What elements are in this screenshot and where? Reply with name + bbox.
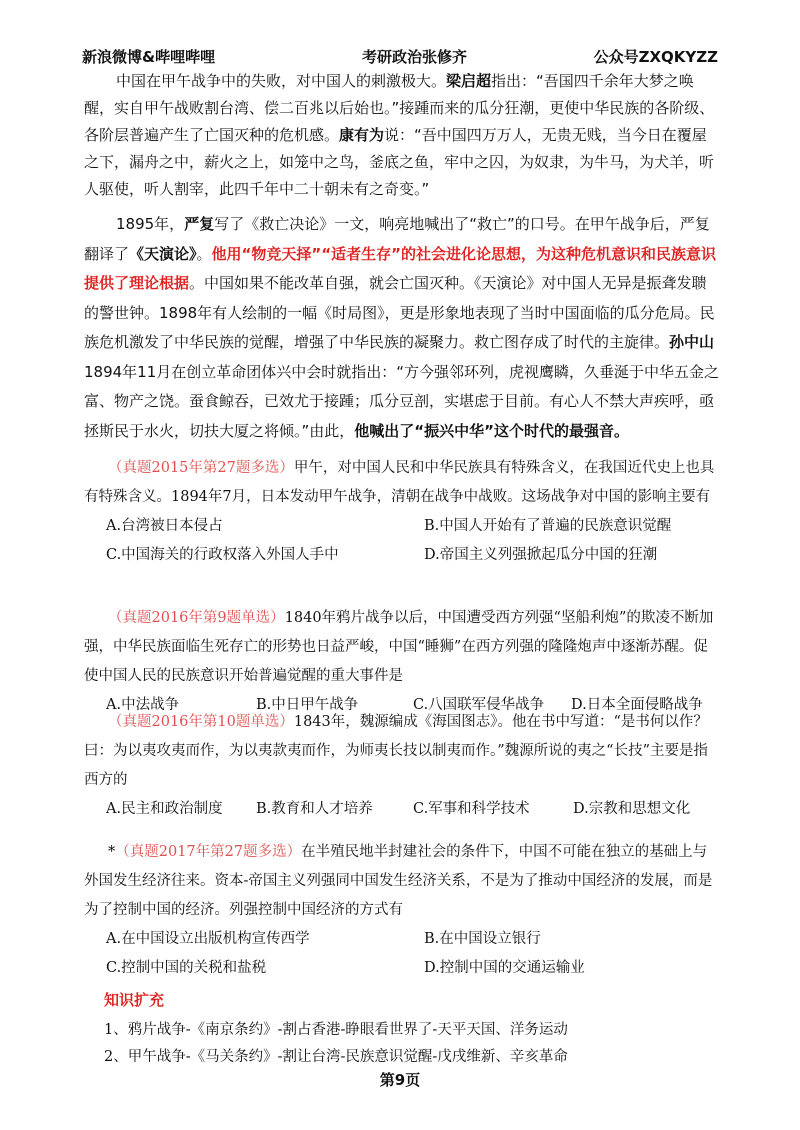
name-kang-youwei: 康有为: [339, 126, 385, 144]
option-a: A.在中国设立出版机构宣传西学: [106, 931, 310, 947]
option-b: B.在中国设立银行: [424, 931, 541, 947]
option-list: [84, 512, 720, 570]
question-source-tag: （真题2016年第10题单选）: [108, 714, 294, 730]
question-2015-27: [84, 454, 720, 570]
header-center: 考研政治张修齐: [362, 48, 468, 66]
option-a: A.民主和政治制度: [106, 801, 223, 817]
knowledge-line: 1、鸦片战争-《南京条约》-割占香港-睁眼看世界了-天平天国、洋务运动: [104, 1022, 568, 1038]
option-d: D.宗教和思想文化: [573, 801, 691, 817]
question-source-tag: （真题2015年第27题多选）: [108, 460, 294, 476]
question-source-tag: （真题2017年第27题多选）: [115, 844, 302, 860]
option-a: A.台湾被日本侵占: [106, 518, 223, 534]
question-stem: *（真题2017年第27题多选）在半殖民地半封建社会的条件下，中国不可能在独立的基础上与外国发生经济往来。资本-帝国主义列强同中国发生经济关系，不是为了推动中国经济的发展，而是为了控制中国的经济。列强控制中国经济的方式有: [84, 844, 713, 918]
option-d: D.帝国主义列强掀起瓜分中国的狂潮: [424, 547, 658, 563]
option-c: C.控制中国的关税和盐税: [106, 960, 267, 976]
option-c: C.八国联军侵华战争: [413, 697, 545, 713]
option-d: D.日本全面侵略战争: [571, 697, 703, 713]
question-2016-9: [84, 604, 720, 720]
question-stem: （真题2015年第27题多选）甲午，对中国人民和中华民族具有特殊含义，在我国近代史上也具有特殊含义。1894年7月，日本发动甲午战争，清朝在战争中战败。这场战争对中国的影响主要有: [84, 460, 715, 505]
option-b: B.中日甲午战争: [256, 697, 359, 713]
page-number: 第9页: [379, 1071, 421, 1089]
question-stem: （真题2016年第10题单选）1843年，魏源编成《海国图志》。他在书中写道：“是书何以作？曰：为以夷攻夷而作，为以夷款夷而作，为师夷长技以制夷而作。”魏源所说的夷之“长技”主要是指西方的: [84, 714, 708, 788]
header-right: 公众号ZXQKYZZ: [593, 48, 718, 66]
header-left: 新浪微博&哔哩哔哩: [82, 48, 216, 66]
book-tianyanlun: 《天演论》: [129, 244, 197, 263]
option-list: [84, 925, 720, 983]
question-2016-10: [84, 708, 720, 824]
option-b: B.教育和人才培养: [256, 801, 373, 817]
option-a: A.中法战争: [106, 697, 180, 713]
highlight-social-evolution: 他用“物竞天择”“适者生存”的社会进化论思想，为这种危机意识和民族意识提供了理论根据: [84, 244, 716, 292]
name-yan-fu: 严复: [184, 215, 215, 233]
knowledge-line: 2、甲午战争-《马关条约》-割让台湾-民族意识觉醒-戊戌维新、辛亥革命: [104, 1049, 568, 1065]
highlight-zhenxing-zhonghua: 他喊出了“振兴中华”这个时代的最强音。: [354, 421, 629, 440]
paragraph-jiawu-impact: 中国在甲午战争中的失败，对中国人的刺激极大。梁启超指出：“吾国四千余年大梦之唤醒，实自甲午战败割台湾、偿二百兆以后始也。”接踵而来的瓜分狂潮，更使中华民族的各阶级、各阶层普遍产生了亡国灭种的危机感。康有为说：“吾中国四万万人，无贵无贱，当今日在覆屋之下，漏舟之中，薪火之上，如笼中之鸟，釜底之鱼，牢中之囚，为奴隶，为牛马，为犬羊，听人驱使，听人割宰，此四千年中二十朝未有之奇变。”: [84, 72, 715, 198]
question-asterisk: *: [108, 844, 116, 860]
knowledge-title: 知识扩充: [104, 991, 165, 1009]
paragraph-yan-fu: 1895年，严复写了《救亡决论》一文，响亮地喊出了“救亡”的口号。在甲午战争后，严复翻译了《天演论》。他用“物竞天择”“适者生存”的社会进化论思想，为这种危机意识和民族意识提供了理论根据。中国如果不能改革自强，就会亡国灭种。《天演论》对中国人无异是振聋发聩的警世钟。1898年有人绘制的一幅《时局图》，更是形象地表现了当时中国面临的瓜分危局。民族危机激发了中华民族的觉醒，增强了中华民族的凝聚力。救亡图存成了时代的主旋律。孙中山1894年11月在创立革命团体兴中会时就指出：“方今强邻环列，虎视鹰瞵，久垂涎于中华五金之富、物产之饶。蚕食鲸吞，已效尤于接踵；瓜分豆剖，实堪虑于目前。有心人不禁大声疾呼，亟拯斯民于水火，切扶大厦之将倾。”由此，他喊出了“振兴中华”这个时代的最强音。: [84, 215, 720, 440]
option-c: C.军事和科学技术: [413, 801, 530, 817]
option-d: D.控制中国的交通运输业: [424, 960, 585, 976]
option-list: [84, 795, 720, 824]
question-2017-27: [84, 838, 720, 983]
question-source-tag: （真题2016年第9题单选）: [108, 610, 285, 626]
name-liang-qichao: 梁启超: [446, 72, 492, 90]
name-sun-zhongshan: 孙中山: [669, 333, 715, 351]
page-header: [82, 40, 718, 70]
question-stem: （真题2016年第9题单选）1840年鸦片战争以后，中国遭受西方列强“坚船利炮”的欺凌不断加强，中华民族面临生死存亡的形势也日益严峻，中国“睡狮”在西方列强的隆隆炮声中逐渐苏醒。促使中国人民的民族意识开始普遍觉醒的重大事件是: [84, 610, 714, 684]
option-b: B.中国人开始有了普遍的民族意识觉醒: [424, 518, 672, 534]
option-c: C.中国海关的行政权落入外国人手中: [106, 547, 339, 563]
